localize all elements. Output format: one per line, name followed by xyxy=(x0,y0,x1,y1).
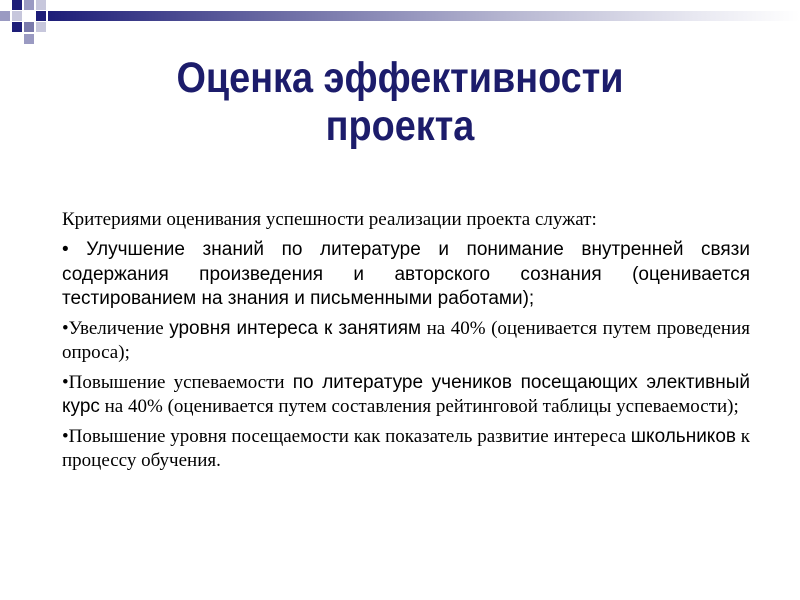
slide-title xyxy=(154,54,647,150)
criterion-text-part: по литературе учеников посещающих элективный курс xyxy=(62,371,750,417)
criterion-text-part: на 40% (оценивается путем составления рейтинговой таблицы успеваемости); xyxy=(99,396,739,417)
decor-square xyxy=(12,0,22,10)
decor-square xyxy=(36,0,46,10)
criterion-item-performance xyxy=(62,371,750,420)
bullet-marker: • xyxy=(62,239,69,260)
criterion-item-knowledge xyxy=(62,238,750,312)
criteria-intro: Критериями оценивания успешности реализации проекта служат: xyxy=(62,209,597,230)
criterion-item-interest xyxy=(62,317,750,366)
header-gradient-band xyxy=(48,11,800,21)
decor-square xyxy=(12,22,22,32)
decor-square xyxy=(24,0,34,10)
bullet-marker: • xyxy=(62,317,69,339)
bullet-marker: • xyxy=(62,371,69,393)
criterion-text-part: Повышение уровня посещаемости как показатель развитие интереса xyxy=(68,425,631,447)
decor-square xyxy=(0,11,10,21)
slide-title-line-2: проекта xyxy=(325,102,475,150)
criterion-text-part: школьников xyxy=(630,425,736,447)
bullet-marker: • xyxy=(62,425,69,447)
criterion-text: Улучшение знаний по литературе и понимание внутренней связи содержания произведения и авторского сознания (оценивается тестированием на знания и письменными работами); xyxy=(62,239,750,309)
decor-square xyxy=(12,11,22,21)
criterion-text-part: к процессу обучения. xyxy=(62,425,750,471)
criterion-text-part: Увеличение xyxy=(68,317,170,339)
decor-square xyxy=(24,34,34,44)
criterion-text-part: уровня интереса к занятиям xyxy=(169,317,422,339)
slide-title-line-1: Оценка эффективности xyxy=(176,54,624,102)
decor-square xyxy=(36,11,46,21)
criterion-text-part: Повышение успеваемости xyxy=(68,371,293,393)
decor-square xyxy=(24,22,34,32)
slide-body xyxy=(62,208,750,479)
criterion-text-part: на 40% (оценивается путем проведения опроса); xyxy=(62,317,750,363)
decor-square xyxy=(36,22,46,32)
criterion-item-attendance xyxy=(62,425,750,474)
